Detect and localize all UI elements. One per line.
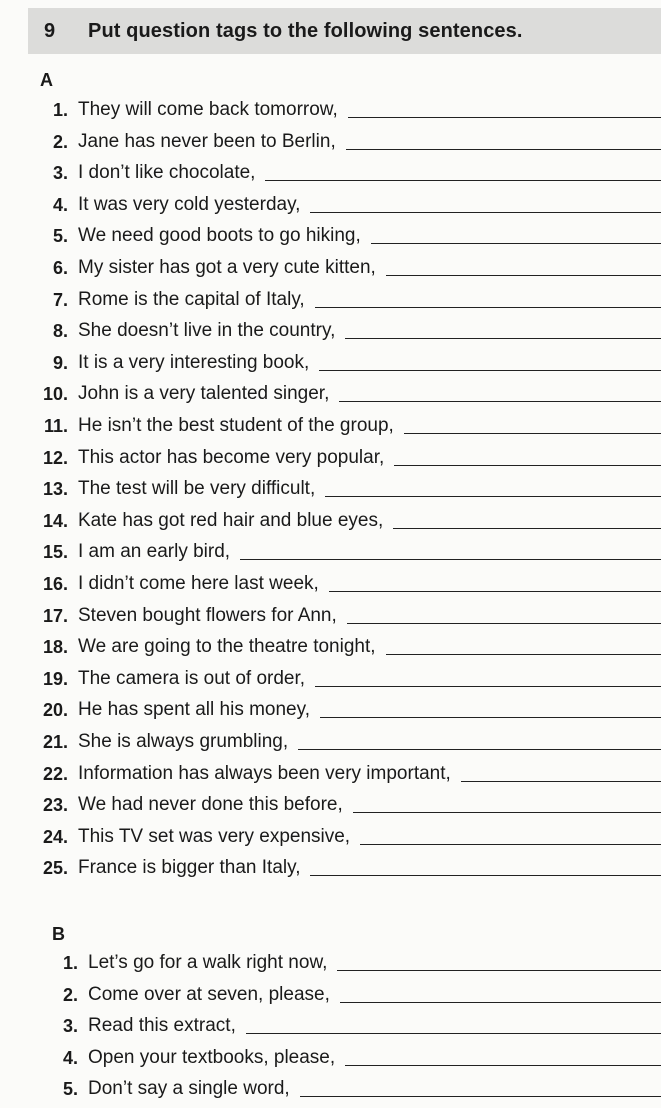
answer-blank[interactable]	[300, 1096, 661, 1097]
item-number: 9.	[52, 352, 68, 373]
exercise-title: Put question tags to the following sentences.	[88, 19, 523, 42]
item-number: 19.	[42, 668, 68, 689]
answer-blank[interactable]	[353, 812, 661, 813]
answer-blank[interactable]	[315, 307, 661, 308]
item-number: 10.	[42, 384, 68, 405]
item-number: 14.	[42, 510, 68, 531]
item-sentence: I didn’t come here last week,	[78, 573, 319, 594]
answer-blank[interactable]	[329, 591, 661, 592]
item-sentence: Let’s go for a walk right now,	[88, 952, 328, 973]
answer-blank[interactable]	[371, 243, 661, 244]
exercise-item	[0, 190, 661, 216]
answer-blank[interactable]	[345, 1065, 661, 1066]
item-sentence: Information has always been very important,	[78, 762, 451, 784]
item-sentence: He isn’t the best student of the group,	[78, 415, 394, 436]
answer-blank[interactable]	[337, 970, 661, 971]
item-number: 4.	[62, 1047, 78, 1068]
item-number: 2.	[52, 131, 68, 152]
item-number: 5.	[62, 1079, 78, 1099]
item-number: 18.	[42, 637, 68, 658]
exercise-item	[0, 632, 661, 658]
answer-blank[interactable]	[310, 212, 661, 213]
exercise-item	[0, 537, 661, 563]
item-number: 25.	[42, 858, 68, 879]
item-number: 8.	[52, 321, 68, 342]
section-b-label: B	[52, 924, 65, 944]
answer-blank[interactable]	[339, 401, 661, 402]
answer-blank[interactable]	[348, 117, 661, 118]
item-sentence: I don’t like chocolate,	[78, 162, 256, 184]
item-sentence: This TV set was very expensive,	[78, 825, 351, 847]
exercise-item	[0, 221, 661, 247]
answer-blank[interactable]	[315, 686, 661, 687]
answer-blank[interactable]	[325, 496, 661, 497]
answer-blank[interactable]	[393, 528, 661, 529]
exercise-header	[28, 8, 661, 54]
exercise-item	[0, 1011, 661, 1037]
answer-blank[interactable]	[246, 1033, 661, 1034]
item-number: 23.	[42, 795, 68, 816]
exercise-item	[0, 95, 661, 121]
item-sentence: France is bigger than Italy,	[78, 857, 301, 879]
item-number: 4.	[52, 194, 68, 215]
answer-blank[interactable]	[386, 654, 661, 655]
item-sentence: Steven bought flowers for Ann,	[78, 604, 337, 626]
answer-blank[interactable]	[340, 1002, 661, 1003]
exercise-item	[0, 790, 661, 816]
exercise-item	[0, 695, 661, 721]
answer-blank[interactable]	[346, 149, 661, 150]
exercise-item	[0, 506, 661, 532]
exercise-item	[0, 285, 661, 311]
exercise-item	[0, 443, 661, 469]
item-sentence: We need good boots to go hiking,	[78, 225, 361, 247]
exercise-item	[0, 316, 661, 342]
item-sentence: It was very cold yesterday,	[78, 193, 301, 215]
answer-blank[interactable]	[347, 623, 661, 624]
item-sentence: He has spent all his money,	[78, 699, 310, 721]
exercise-item	[0, 158, 661, 184]
exercise-item	[0, 253, 661, 279]
exercise-item	[0, 1043, 661, 1069]
exercise-item	[0, 379, 661, 405]
exercise-item	[0, 980, 661, 1006]
item-number: 15.	[42, 542, 68, 563]
item-number: 5.	[52, 226, 68, 247]
exercise-number: 9	[44, 19, 56, 42]
item-sentence: Don’t say a single word,	[88, 1078, 290, 1099]
item-sentence: She doesn’t live in the country,	[78, 320, 336, 342]
answer-blank[interactable]	[265, 180, 661, 181]
item-number: 1.	[52, 100, 68, 120]
answer-blank[interactable]	[320, 717, 661, 718]
item-number: 24.	[42, 826, 68, 847]
exercise-item	[0, 948, 661, 974]
item-sentence: We had never done this before,	[78, 794, 343, 816]
answer-blank[interactable]	[345, 338, 661, 339]
item-number: 16.	[42, 574, 68, 594]
section-a-label: A	[40, 70, 53, 90]
item-number: 2.	[62, 984, 78, 1005]
exercise-item	[0, 727, 661, 753]
item-sentence: They will come back tomorrow,	[78, 99, 338, 120]
answer-blank[interactable]	[394, 465, 661, 466]
answer-blank[interactable]	[386, 275, 661, 276]
answer-blank[interactable]	[360, 844, 661, 845]
item-number: 12.	[42, 447, 68, 468]
item-number: 3.	[52, 163, 68, 184]
answer-blank[interactable]	[319, 370, 661, 371]
exercise-item	[0, 1074, 661, 1100]
item-number: 3.	[62, 1016, 78, 1036]
item-sentence: It is a very interesting book,	[78, 351, 310, 373]
item-sentence: Come over at seven, please,	[88, 983, 330, 1005]
exercise-item	[0, 411, 661, 437]
item-number: 21.	[42, 732, 68, 752]
exercise-item	[0, 127, 661, 153]
item-sentence: We are going to the theatre tonight,	[78, 636, 376, 658]
exercise-item	[0, 601, 661, 627]
item-sentence: Read this extract,	[88, 1015, 236, 1036]
item-sentence: Jane has never been to Berlin,	[78, 130, 336, 152]
item-sentence: John is a very talented singer,	[78, 383, 330, 405]
exercise-item	[0, 348, 661, 374]
answer-blank[interactable]	[310, 875, 661, 876]
item-number: 6.	[52, 258, 68, 278]
exercise-item	[0, 474, 661, 500]
answer-blank[interactable]	[461, 781, 661, 782]
item-number: 22.	[42, 763, 68, 784]
answer-blank[interactable]	[404, 433, 661, 434]
item-sentence: My sister has got a very cute kitten,	[78, 257, 376, 278]
item-sentence: Rome is the capital of Italy,	[78, 288, 305, 310]
item-number: 13.	[42, 479, 68, 500]
item-number: 20.	[42, 700, 68, 721]
item-sentence: Open your textbooks, please,	[88, 1046, 336, 1068]
exercise-item	[0, 822, 661, 848]
item-number: 1.	[62, 953, 78, 973]
exercise-item	[0, 569, 661, 595]
exercise-item	[0, 759, 661, 785]
exercise-item	[0, 664, 661, 690]
item-sentence: The test will be very difficult,	[78, 478, 316, 500]
item-sentence: She is always grumbling,	[78, 731, 289, 752]
answer-blank[interactable]	[298, 749, 661, 750]
item-number: 7.	[52, 289, 68, 310]
item-sentence: This actor has become very popular,	[78, 446, 385, 468]
item-sentence: Kate has got red hair and blue eyes,	[78, 509, 384, 531]
answer-blank[interactable]	[240, 559, 661, 560]
item-sentence: The camera is out of order,	[78, 667, 306, 689]
item-sentence: I am an early bird,	[78, 541, 231, 563]
item-number: 17.	[42, 605, 68, 626]
item-number: 11.	[43, 416, 68, 436]
exercise-item	[0, 853, 661, 879]
